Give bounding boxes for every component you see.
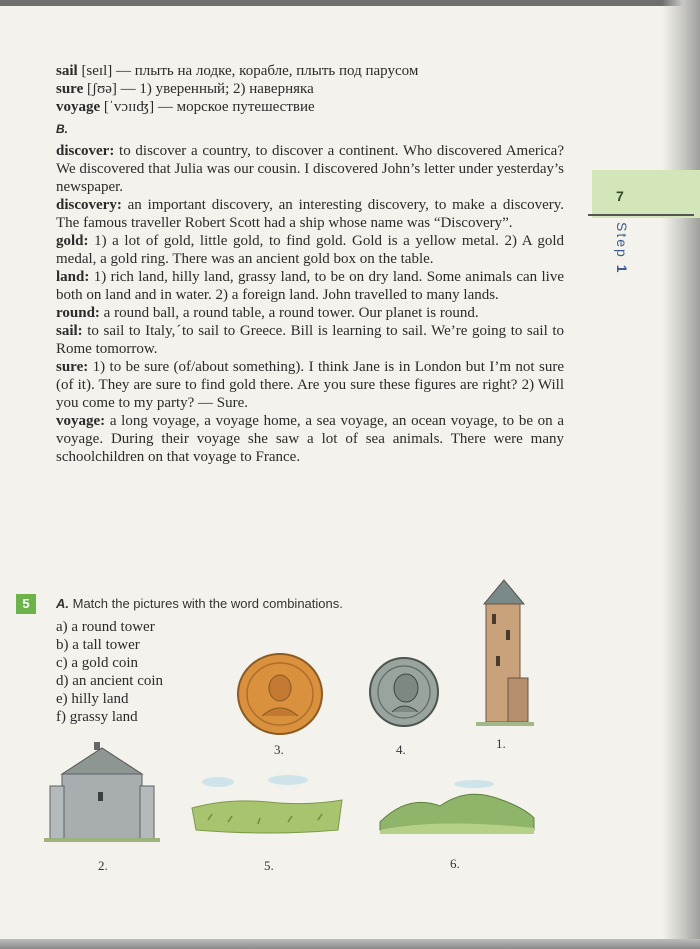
picture-hilly-land <box>378 778 536 838</box>
caption-3: 3. <box>274 742 284 757</box>
step-label: Step 1 <box>614 222 630 275</box>
picture-gold-coin <box>236 652 324 736</box>
picture-grassy-land <box>188 772 346 838</box>
entry-gold: gold: 1) a lot of gold, little gold, to find gold. Gold is a yellow metal. 2) A gold medal, a gold ring. There was an ancient gold box on the table. <box>56 233 564 267</box>
page-top-edge <box>0 0 700 6</box>
entry-voyage: voyage: a long voyage, a voyage home, a sea voyage, an ocean voyage, to be on a voyage. During their voyage she saw a lot of sea animals. There were many schoolchildren on that voyage to France. <box>56 413 564 465</box>
page-bottom-edge <box>0 939 700 949</box>
option-c: c) a gold coin <box>56 655 139 671</box>
exercise-instruction: A. Match the pictures with the word combinations. <box>56 596 343 611</box>
picture-ancient-coin <box>368 656 440 728</box>
vocab-line-sail: sail [seɪl] — плыть на лодке, корабле, плыть под парусом <box>56 63 419 79</box>
entry-sail: sail: to sail to Italy,ˊto sail to Greece. Bill is learning to sail. We’re going to sail to Rome tomorrow. <box>56 323 564 357</box>
entries-list <box>56 142 564 466</box>
text-column <box>56 62 564 466</box>
option-f: f) grassy land <box>56 709 138 725</box>
exercise-number-badge: 5 <box>16 594 36 614</box>
option-e: e) hilly land <box>56 691 129 707</box>
step-rule <box>588 214 694 216</box>
entry-discovery: discovery: an important discovery, an interesting discovery, to make a discovery. The famous traveller Robert Scott had a ship whose name was “Discovery”. <box>56 197 564 231</box>
option-d: d) an ancient coin <box>56 673 164 689</box>
entry-land: land: 1) rich land, hilly land, grassy land, to be on dry land. Some animals can live both on land and in water. 2) a foreign land. John travelled to many lands. <box>56 269 564 303</box>
page-number: 7 <box>616 188 624 204</box>
caption-4: 4. <box>396 742 406 757</box>
option-a: a) a round tower <box>56 619 155 635</box>
step-tab <box>592 170 700 218</box>
caption-1: 1. <box>496 736 506 751</box>
caption-5: 5. <box>264 858 274 873</box>
entry-sure: sure: 1) to be sure (of/about something). I think Jane is in London but I’m not sure (of it). They are sure to find gold there. Are you sure these figures are right? 2) Will you come to my party? — Sure. <box>56 359 564 411</box>
page-gutter <box>662 0 700 949</box>
exercise-options <box>56 618 163 726</box>
option-b: b) a tall tower <box>56 637 140 653</box>
caption-2: 2. <box>98 858 108 873</box>
vocab-line-voyage: voyage [ˈvɔɪɪʤ] — морское путешествие <box>56 99 315 115</box>
picture-tall-tower <box>472 578 536 728</box>
entry-round: round: a round ball, a round table, a round tower. Our planet is round. <box>56 305 479 321</box>
picture-round-tower <box>44 740 160 844</box>
caption-6: 6. <box>450 856 460 871</box>
entry-discover: discover: to discover a country, to discover a continent. Who discovered America? We discovered that Julia was our cousin. I discovered John’s letter under yesterday’s newspaper. <box>56 143 564 195</box>
section-label: B. <box>56 122 68 136</box>
vocab-line-sure: sure [ʃʊə] — 1) уверенный; 2) наверняка <box>56 81 314 97</box>
